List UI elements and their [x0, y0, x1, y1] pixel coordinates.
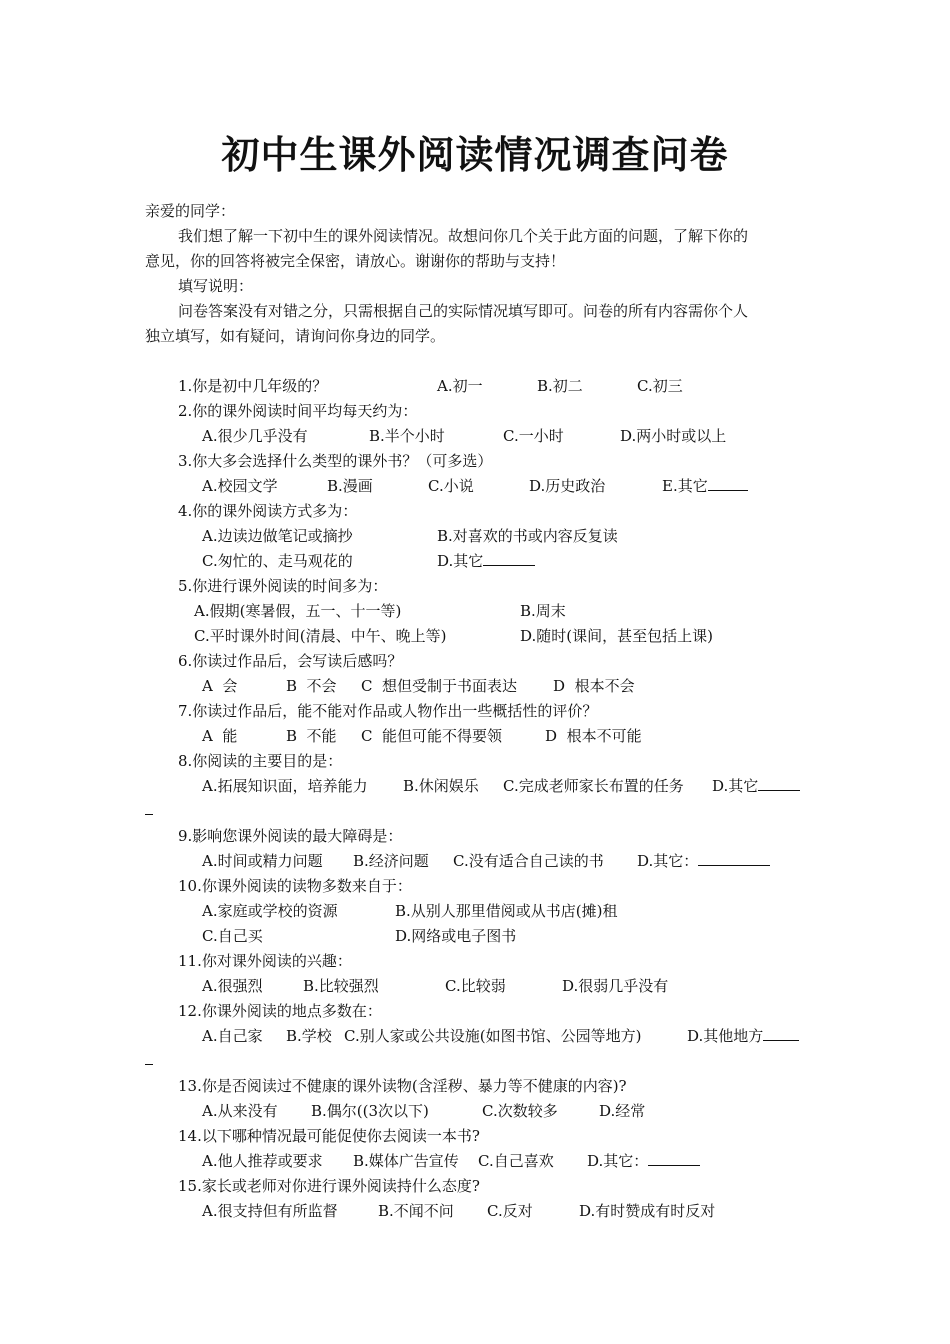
option: D.历史政治 [529, 477, 606, 495]
option: D 根本不会 [553, 677, 635, 695]
option: C.自己喜欢 [478, 1152, 554, 1170]
option: B.对喜欢的书或内容反复读 [437, 527, 618, 545]
option: B.休闲娱乐 [403, 777, 479, 795]
option: D.经常 [599, 1102, 646, 1120]
option: B.媒体广告宣传 [353, 1152, 459, 1170]
option: C.反对 [487, 1202, 533, 1220]
option: A.很少几乎没有 [202, 427, 308, 445]
question-1: 1.你是初中几年级的？ [178, 377, 328, 395]
option: B.半个小时 [369, 427, 445, 445]
intro-paragraph-line: 意见，你的回答将被完全保密，请放心。谢谢你的帮助与支持！ [145, 252, 566, 270]
instructions-line: 独立填写，如有疑问，请询问你身边的同学。 [145, 327, 446, 345]
option: A 会 [202, 677, 238, 695]
option: B.初二 [537, 377, 583, 395]
blank-continuation [145, 814, 153, 815]
option: B.从别人那里借阅或从书店(摊)租 [395, 902, 618, 920]
intro-paragraph-line: 我们想了解一下初中生的课外阅读情况。故想问你几个关于此方面的问题，了解下你的 [178, 227, 749, 245]
question-5: 5.你进行课外阅读的时间多为： [178, 577, 388, 595]
option: D.其他地方 [687, 1026, 799, 1046]
option: A 能 [202, 727, 238, 745]
option: C.匆忙的、走马观花的 [202, 552, 353, 570]
option: D.很弱几乎没有 [562, 977, 669, 995]
option: C 能但可能不得要领 [361, 727, 503, 745]
option: C.一小时 [503, 427, 564, 445]
option: D.其它： [587, 1151, 700, 1171]
option: C.别人家或公共设施(如图书馆、公园等地方) [344, 1027, 642, 1045]
option: B 不能 [286, 727, 337, 745]
option: C.自己买 [202, 927, 263, 945]
option: C.次数较多 [482, 1102, 558, 1120]
question-13: 13.你是否阅读过不健康的课外读物(含淫秽、暴力等不健康的内容)? [178, 1077, 627, 1095]
option: C.没有适合自己读的书 [453, 852, 604, 870]
greeting: 亲爱的同学： [145, 202, 236, 220]
option: C.初三 [637, 377, 683, 395]
instructions-line: 问卷答案没有对错之分，只需根据自己的实际情况填写即可。问卷的所有内容需你个人 [178, 302, 749, 320]
option: D.其它 [712, 776, 800, 796]
option: A.假期(寒暑假，五一、十一等) [194, 602, 402, 620]
option: A.他人推荐或要求 [202, 1152, 323, 1170]
option: B 不会 [286, 677, 337, 695]
option: C.小说 [428, 477, 474, 495]
blank-continuation [145, 1064, 153, 1065]
option: A.初一 [437, 377, 483, 395]
option: D.随时(课间，甚至包括上课) [520, 627, 713, 645]
question-12: 12.你课外阅读的地点多数在： [178, 1002, 382, 1020]
option: D.两小时或以上 [620, 427, 727, 445]
option: A.自己家 [202, 1027, 263, 1045]
option: C.比较弱 [445, 977, 506, 995]
option: E.其它 [662, 476, 748, 496]
question-10: 10.你课外阅读的读物多数来自于： [178, 877, 412, 895]
question-11: 11.你对课外阅读的兴趣： [178, 952, 352, 970]
question-7: 7.你读过作品后，能不能对作品或人物作出一些概括性的评价？ [178, 702, 598, 720]
option: A.拓展知识面，培养能力 [202, 777, 368, 795]
option: B.漫画 [327, 477, 373, 495]
option: C 想但受制于书面表达 [361, 677, 518, 695]
option: D.其它： [637, 851, 770, 871]
option: A.从来没有 [202, 1102, 278, 1120]
question-8: 8.你阅读的主要目的是： [178, 752, 343, 770]
option: B.学校 [286, 1027, 332, 1045]
option: B.周末 [520, 602, 566, 620]
question-6: 6.你读过作品后，会写读后感吗？ [178, 652, 403, 670]
question-2: 2.你的课外阅读时间平均每天约为： [178, 402, 418, 420]
option: C.完成老师家长布置的任务 [503, 777, 684, 795]
question-14: 14.以下哪种情况最可能促使你去阅读一本书? [178, 1127, 480, 1145]
option: D.有时赞成有时反对 [579, 1202, 716, 1220]
option: A.边读边做笔记或摘抄 [202, 527, 353, 545]
question-3: 3.你大多会选择什么类型的课外书？（可多选） [178, 452, 493, 470]
option: B.比较强烈 [303, 977, 379, 995]
option: C.平时课外时间(清晨、中午、晚上等) [194, 627, 447, 645]
instructions-label: 填写说明： [178, 277, 254, 295]
question-15: 15.家长或老师对你进行课外阅读持什么态度? [178, 1177, 480, 1195]
question-9: 9.影响您课外阅读的最大障碍是： [178, 827, 403, 845]
option: D 根本不可能 [545, 727, 642, 745]
option: A.校园文学 [202, 477, 278, 495]
option: D.网络或电子图书 [395, 927, 517, 945]
page-title: 初中生课外阅读情况调查问卷 [221, 133, 729, 177]
option: A.家庭或学校的资源 [202, 902, 338, 920]
option: B.偶尔((3次以下) [311, 1102, 429, 1120]
option: B.不闻不问 [378, 1202, 454, 1220]
question-4: 4.你的课外阅读方式多为： [178, 502, 358, 520]
option: B.经济问题 [353, 852, 429, 870]
option: A.很强烈 [202, 977, 263, 995]
option: A.时间或精力问题 [202, 852, 323, 870]
option: A.很支持但有所监督 [202, 1202, 338, 1220]
option: D.其它 [437, 551, 535, 571]
